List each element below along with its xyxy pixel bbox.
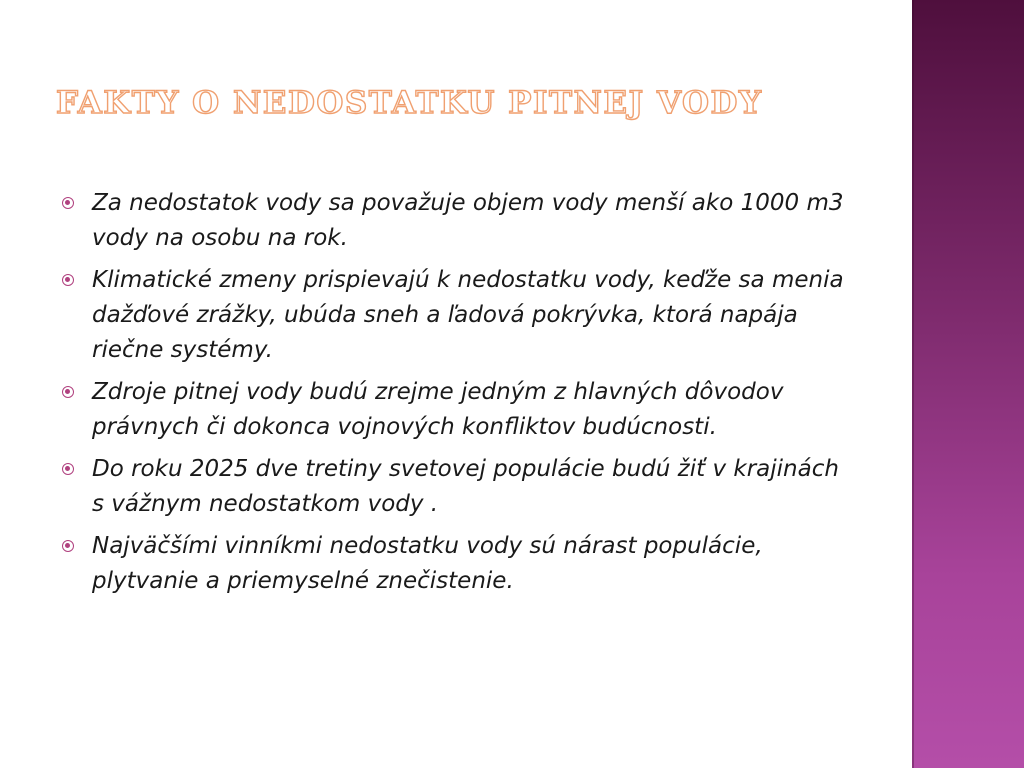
bullet-item xyxy=(56,529,856,599)
circle-dot-icon xyxy=(62,540,74,552)
side-band-edge xyxy=(912,0,914,768)
bullet-item xyxy=(56,452,856,522)
circle-dot-icon xyxy=(62,274,74,286)
bullet-item xyxy=(56,186,856,256)
bullet-text: Do roku 2025 dve tretiny svetovej populácie budú žiť v krajinách s vážnym nedostatkom vody . xyxy=(92,456,839,517)
decorative-side-band xyxy=(912,0,1024,768)
bullet-item xyxy=(56,375,856,445)
bullet-text: Zdroje pitnej vody budú zrejme jedným z hlavných dôvodov právnych či dokonca vojnových konfliktov budúcnosti. xyxy=(92,379,784,440)
bullet-list xyxy=(56,186,856,599)
bullet-text: Za nedostatok vody sa považuje objem vody menší ako 1000 m3 vody na osobu na rok. xyxy=(92,190,844,251)
bullet-item xyxy=(56,263,856,368)
slide-content xyxy=(56,186,856,606)
bullet-text: Klimatické zmeny prispievajú k nedostatku vody, keďže sa menia dažďové zrážky, ubúda sneh a ľadová pokrývka, ktorá napája riečne systémy. xyxy=(92,267,844,363)
circle-dot-icon xyxy=(62,463,74,475)
slide-title: FAKTY O NEDOSTATKU PITNEJ VODY xyxy=(56,85,763,121)
circle-dot-icon xyxy=(62,386,74,398)
bullet-text: Najväčšími vinníkmi nedostatku vody sú nárast populácie, plytvanie a priemyselné znečistenie. xyxy=(92,533,763,594)
circle-dot-icon xyxy=(62,197,74,209)
